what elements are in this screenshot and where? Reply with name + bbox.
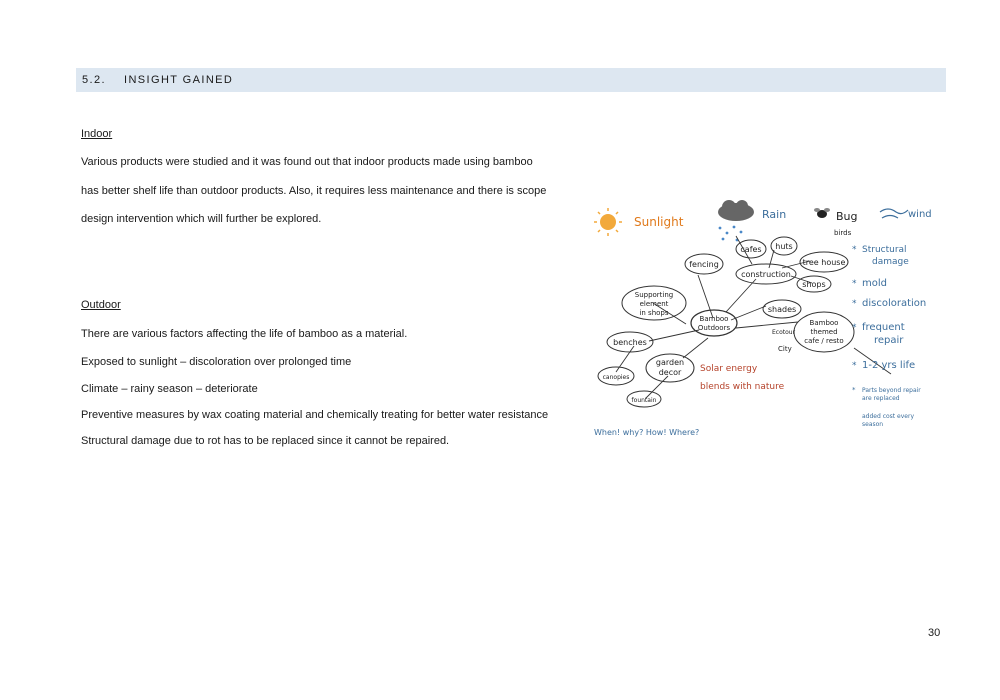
- effect-life: 1-2 yrs life: [862, 360, 916, 371]
- node-themed-cafe-line1: Bamboo: [809, 319, 839, 327]
- node-supporting-line3: in shops: [639, 309, 669, 317]
- svg-text:*: *: [852, 361, 857, 371]
- effect-note-line4: season: [862, 421, 884, 428]
- node-shades: shades: [767, 305, 797, 314]
- node-garden-decor-line1: garden: [655, 358, 685, 367]
- center-node-line1: Bamboo: [699, 315, 729, 323]
- indoor-line: has better shelf life than outdoor products. Also, it requires less maintenance and there is scope: [81, 185, 547, 197]
- node-supporting-line1: Supporting: [634, 291, 674, 299]
- bug-icon: [814, 208, 830, 218]
- outdoor-line: There are various factors affecting the life of bamboo as a material.: [81, 328, 408, 340]
- sun-icon: [594, 208, 622, 236]
- node-tree-house: tree house: [802, 258, 846, 267]
- effect-note-line2: are replaced: [862, 395, 900, 402]
- node-themed-cafe-line2: themed: [810, 328, 838, 336]
- rain-label: Rain: [762, 208, 787, 221]
- effect-frequent: frequent: [862, 322, 905, 333]
- node-benches: benches: [613, 338, 647, 347]
- svg-text:*: *: [852, 299, 857, 309]
- effect-note-line1: Parts beyond repair: [862, 387, 921, 394]
- bamboo-outdoor-mindmap: [586, 196, 946, 444]
- node-canopies: canopies: [602, 374, 630, 381]
- side-word-city: City: [778, 345, 792, 353]
- note-blends-with-nature: blends with nature: [700, 382, 785, 392]
- node-garden-decor-line2: decor: [658, 368, 682, 377]
- center-node-line2: Outdoors: [697, 324, 731, 332]
- node-construction: construction: [741, 270, 791, 279]
- indoor-line: Various products were studied and it was found out that indoor products made using bamboo: [81, 156, 533, 168]
- svg-text:*: *: [852, 279, 857, 289]
- svg-text:*: *: [852, 386, 856, 394]
- node-shops: shops: [802, 280, 826, 289]
- node-cafes: cafes: [740, 245, 762, 254]
- rain-cloud-icon: [718, 200, 754, 241]
- effect-damage: damage: [872, 257, 909, 267]
- node-supporting-line2: element: [639, 300, 669, 308]
- wind-icon: [880, 209, 908, 218]
- node-huts: huts: [775, 242, 793, 251]
- outdoor-heading: Outdoor: [81, 299, 121, 311]
- effect-mold: mold: [862, 278, 887, 289]
- page-number: 30: [928, 627, 941, 639]
- outdoor-line: Preventive measures by wax coating material and chemically treating for better water resistance: [81, 409, 549, 421]
- effect-discoloration: discoloration: [862, 298, 927, 309]
- node-themed-cafe-line3: cafe / resto: [804, 337, 844, 345]
- note-solar-energy: Solar energy: [700, 364, 758, 374]
- section-title: INSIGHT GAINED: [124, 74, 234, 86]
- section-number: 5.2.: [82, 74, 106, 86]
- section-header: [76, 68, 946, 92]
- indoor-line: design intervention which will further be explored.: [81, 213, 322, 225]
- indoor-heading: Indoor: [81, 128, 113, 140]
- outdoor-line: Climate – rainy season – deteriorate: [81, 383, 258, 395]
- birds-label: birds: [834, 229, 852, 237]
- node-fountain: fountain: [631, 397, 657, 404]
- svg-text:*: *: [852, 245, 857, 255]
- effect-note-line3: added cost every: [862, 413, 915, 420]
- sunlight-label: Sunlight: [634, 215, 684, 229]
- side-word-ecotour: Ecotour: [772, 329, 796, 336]
- effect-repair: repair: [874, 335, 904, 346]
- svg-text:*: *: [852, 323, 857, 333]
- effect-structural: Structural: [862, 245, 907, 255]
- bug-label: Bug: [836, 210, 858, 223]
- wind-label: wind: [908, 209, 932, 220]
- node-fencing: fencing: [689, 260, 719, 269]
- outdoor-line: Exposed to sunlight – discoloration over prolonged time: [81, 356, 352, 368]
- outdoor-line: Structural damage due to rot has to be replaced since it cannot be repaired.: [81, 435, 450, 447]
- footer-question: When! why? How! Where?: [594, 428, 700, 437]
- effects-list: [852, 245, 926, 428]
